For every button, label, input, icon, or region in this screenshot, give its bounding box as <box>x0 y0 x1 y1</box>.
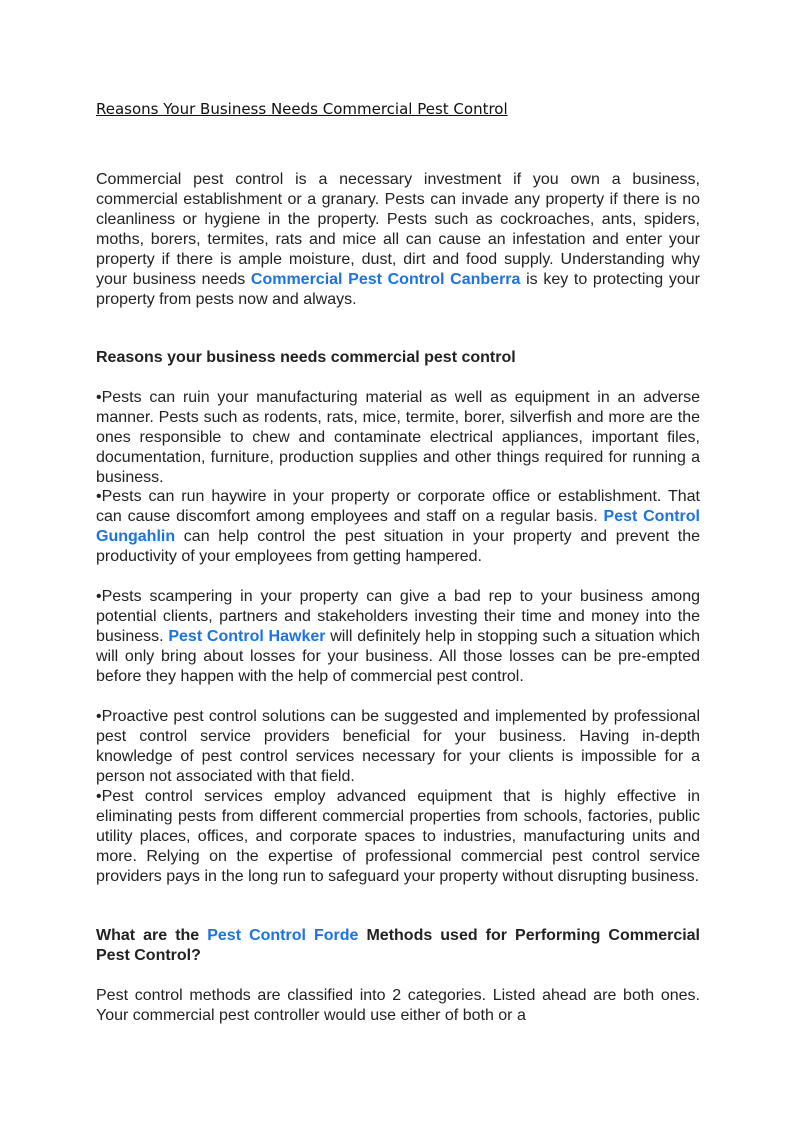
heading-text: What are the <box>96 927 208 944</box>
intro-paragraph <box>96 170 700 310</box>
bullet-text: •Pests can run haywire in your property or corporate office or establishment. That can cause discomfort among employees and staff on a regular basis. <box>96 488 700 525</box>
bullet-item-proactive: •Proactive pest control solutions can be suggested and implemented by professional pest control service providers beneficial for your business. Having in-depth knowledge of pest control services necessary for your clients is impossible for a person not associated with that field. <box>96 708 700 785</box>
intro-text-2: is key to protecting your property from pests now and always. <box>96 271 700 308</box>
bullet-item-haywire <box>96 487 700 567</box>
section-heading-methods <box>96 926 700 966</box>
bullet-text: will definitely help in stopping such a situation which will only bring about losses for your business. All those losses can be pre-empted before they happen with the help of commercial pest control. <box>96 628 701 685</box>
section-heading-reasons: Reasons your business needs commercial pest control <box>96 349 516 366</box>
link-pest-control-forde[interactable]: Pest Control Forde <box>207 927 359 944</box>
bullet-item-equipment: •Pest control services employ advanced equipment that is highly effective in eliminating pests from different commercial properties from schools, factories, public utility places, offices, and corporate spaces to industries, manufacturing units and more. Relying on the expertise of professional commercial pest control service providers pays in the long run to safeguard your property without disrupting business. <box>96 788 700 885</box>
bullet-text: can help control the pest situation in your property and prevent the productivity of your employees from getting hampered. <box>96 528 700 565</box>
closing-paragraph: Pest control methods are classified into 2 categories. Listed ahead are both ones. Your commercial pest controller would use either of both or a <box>96 987 700 1024</box>
bullet-text: •Pests scampering in your property can give a bad rep to your business among potential clients, partners and stakeholders investing their time and money into the business. <box>96 588 700 645</box>
document-title: Reasons Your Business Needs Commercial Pest Control <box>96 100 508 118</box>
heading-text: Methods used for Performing Commercial Pest Control? <box>96 927 700 964</box>
bullet-item-manufacturing: •Pests can ruin your manufacturing material as well as equipment in an adverse manner. Pests such as rodents, rats, mice, termite, borer, silverfish and more are the ones responsible to chew and contaminate electrical appliances, important files, documentation, furniture, production supplies and other things required for running a business. <box>96 389 700 486</box>
bullet-item-reputation <box>96 587 700 687</box>
link-pest-control-gungahlin[interactable]: Pest Control Gungahlin <box>96 508 701 545</box>
link-commercial-pest-control-canberra[interactable]: Commercial Pest Control Canberra <box>250 271 521 288</box>
link-pest-control-hawker[interactable]: Pest Control Hawker <box>168 628 326 645</box>
intro-text-1: Commercial pest control is a necessary investment if you own a business, commercial establishment or a granary. Pests can invade any property if there is no cleanliness or hygiene in the property. Pests such as cockroaches, ants, spiders, moths, borers, termites, rats and mice all can cause an infestation and enter your property if there is ample moisture, dust, dirt and food supply. Understanding why your business needs <box>96 171 700 288</box>
